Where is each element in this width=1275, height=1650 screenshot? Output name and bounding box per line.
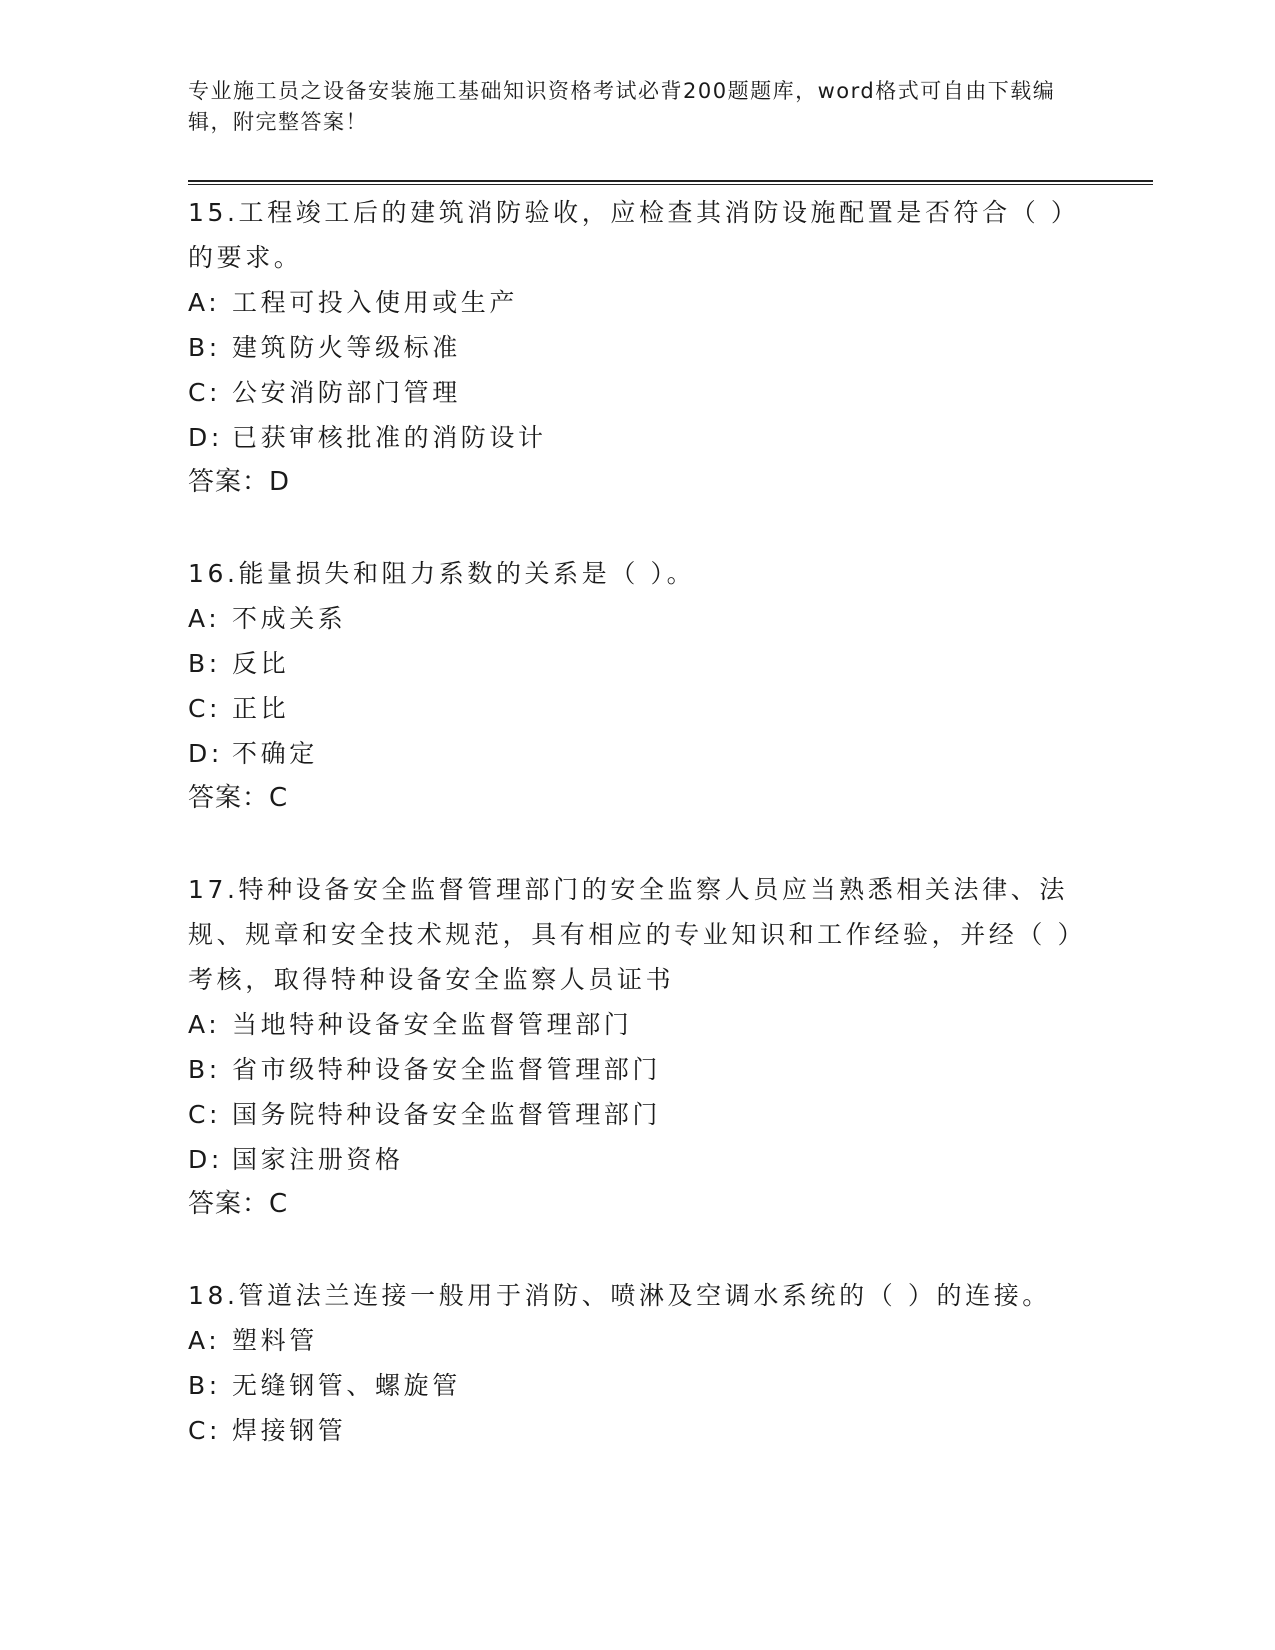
option-a xyxy=(188,596,1088,641)
option-text: 正比 xyxy=(232,694,290,723)
option-letter: B: xyxy=(188,333,221,362)
option-text: 不确定 xyxy=(232,739,318,768)
option-c xyxy=(188,1092,1088,1137)
question-stem: 16.能量损失和阻力系数的关系是（ ）。 xyxy=(188,559,696,588)
option-letter: A: xyxy=(188,1010,221,1039)
option-b xyxy=(188,1047,1088,1092)
option-d xyxy=(188,415,1088,460)
option-b xyxy=(188,325,1088,370)
option-letter: D: xyxy=(188,423,223,452)
option-b xyxy=(188,641,1088,686)
header-divider-thin xyxy=(188,184,1153,185)
option-a xyxy=(188,1002,1088,1047)
option-c xyxy=(188,370,1088,415)
option-text: 当地特种设备安全监督管理部门 xyxy=(232,1010,633,1039)
question-15 xyxy=(188,190,1088,505)
option-d xyxy=(188,1137,1088,1182)
option-text: 国家注册资格 xyxy=(232,1145,404,1174)
option-a xyxy=(188,280,1088,325)
option-letter: C: xyxy=(188,1100,222,1129)
question-16 xyxy=(188,551,1088,821)
question-stem: 18.管道法兰连接一般用于消防、喷淋及空调水系统的（ ）的连接。 xyxy=(188,1281,1051,1310)
question-18 xyxy=(188,1273,1088,1453)
option-text: 省市级特种设备安全监督管理部门 xyxy=(232,1055,662,1084)
answer: 答案：D xyxy=(188,467,291,497)
option-letter: D: xyxy=(188,739,223,768)
option-text: 国务院特种设备安全监督管理部门 xyxy=(232,1100,662,1129)
option-letter: D: xyxy=(188,1145,223,1174)
option-text: 反比 xyxy=(232,649,290,678)
page-header: 专业施工员之设备安装施工基础知识资格考试必背200题题库，word格式可自由下载编辑，附完整答案！ xyxy=(188,79,1056,134)
option-c xyxy=(188,686,1088,731)
option-letter: C: xyxy=(188,694,222,723)
option-text: 已获审核批准的消防设计 xyxy=(232,423,547,452)
option-text: 焊接钢管 xyxy=(232,1416,347,1445)
option-letter: C: xyxy=(188,1416,222,1445)
option-c xyxy=(188,1408,1088,1453)
option-text: 工程可投入使用或生产 xyxy=(232,288,519,317)
option-letter: A: xyxy=(188,1326,221,1355)
question-list xyxy=(188,190,1088,1499)
answer: 答案：C xyxy=(188,783,289,813)
option-letter: C: xyxy=(188,378,222,407)
option-letter: B: xyxy=(188,1371,221,1400)
option-letter: B: xyxy=(188,1055,221,1084)
question-17 xyxy=(188,867,1088,1227)
option-text: 公安消防部门管理 xyxy=(232,378,461,407)
question-stem: 15.工程竣工后的建筑消防验收，应检查其消防设施配置是否符合（ ）的要求。 xyxy=(188,198,1080,272)
header-divider-thick xyxy=(188,180,1153,182)
option-d xyxy=(188,731,1088,776)
question-stem: 17.特种设备安全监督管理部门的安全监察人员应当熟悉相关法律、法规、规章和安全技术规范，具有相应的专业知识和工作经验，并经（ ）考核，取得特种设备安全监察人员证书 xyxy=(188,875,1087,994)
option-text: 无缝钢管、螺旋管 xyxy=(232,1371,461,1400)
option-text: 不成关系 xyxy=(232,604,347,633)
option-text: 建筑防火等级标准 xyxy=(232,333,461,362)
option-letter: B: xyxy=(188,649,221,678)
option-b xyxy=(188,1363,1088,1408)
option-a xyxy=(188,1318,1088,1363)
option-text: 塑料管 xyxy=(232,1326,318,1355)
option-letter: A: xyxy=(188,604,221,633)
answer: 答案：C xyxy=(188,1189,289,1219)
option-letter: A: xyxy=(188,288,221,317)
